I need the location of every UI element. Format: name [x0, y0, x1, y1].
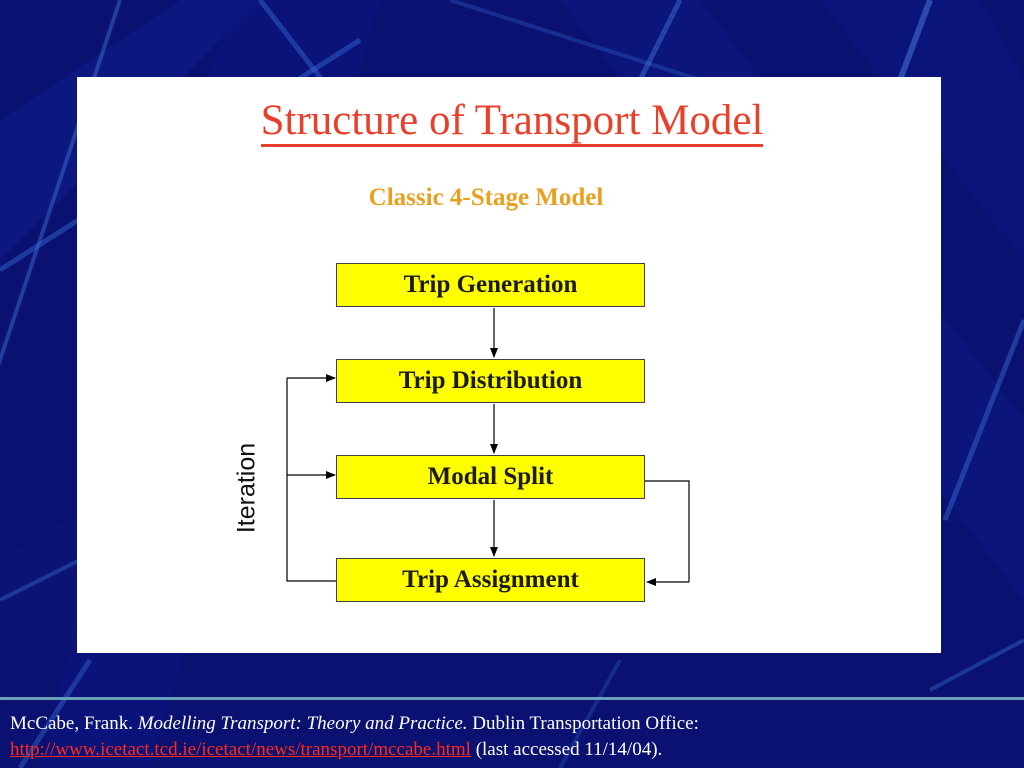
citation-accessed: (last accessed 11/14/04).: [475, 739, 663, 760]
iteration-label-text: Iteration: [232, 442, 261, 534]
modal-split-feedback-line: [645, 481, 689, 582]
stage-trip-distribution: Trip Distribution: [336, 359, 645, 403]
footer-divider: [0, 697, 1024, 700]
stage-trip-generation: Trip Generation: [336, 263, 645, 307]
citation-work-title: Modelling Transport: Theory and Practice.: [137, 713, 468, 734]
citation-author: McCabe, Frank.: [10, 713, 133, 734]
slide-subtitle: Classic 4-Stage Model: [368, 184, 604, 211]
stage-trip-assignment: Trip Assignment: [336, 558, 645, 602]
citation-publisher: Dublin Transportation Office:: [472, 713, 699, 734]
stage-modal-split: Modal Split: [336, 455, 645, 499]
citation-link[interactable]: http://www.icetact.tcd.ie/icetact/news/transport/mccabe.html: [10, 739, 471, 760]
citation: [10, 711, 1014, 763]
iteration-loop-line: [287, 378, 336, 581]
slide-title-text: Structure of Transport Model: [261, 97, 764, 147]
